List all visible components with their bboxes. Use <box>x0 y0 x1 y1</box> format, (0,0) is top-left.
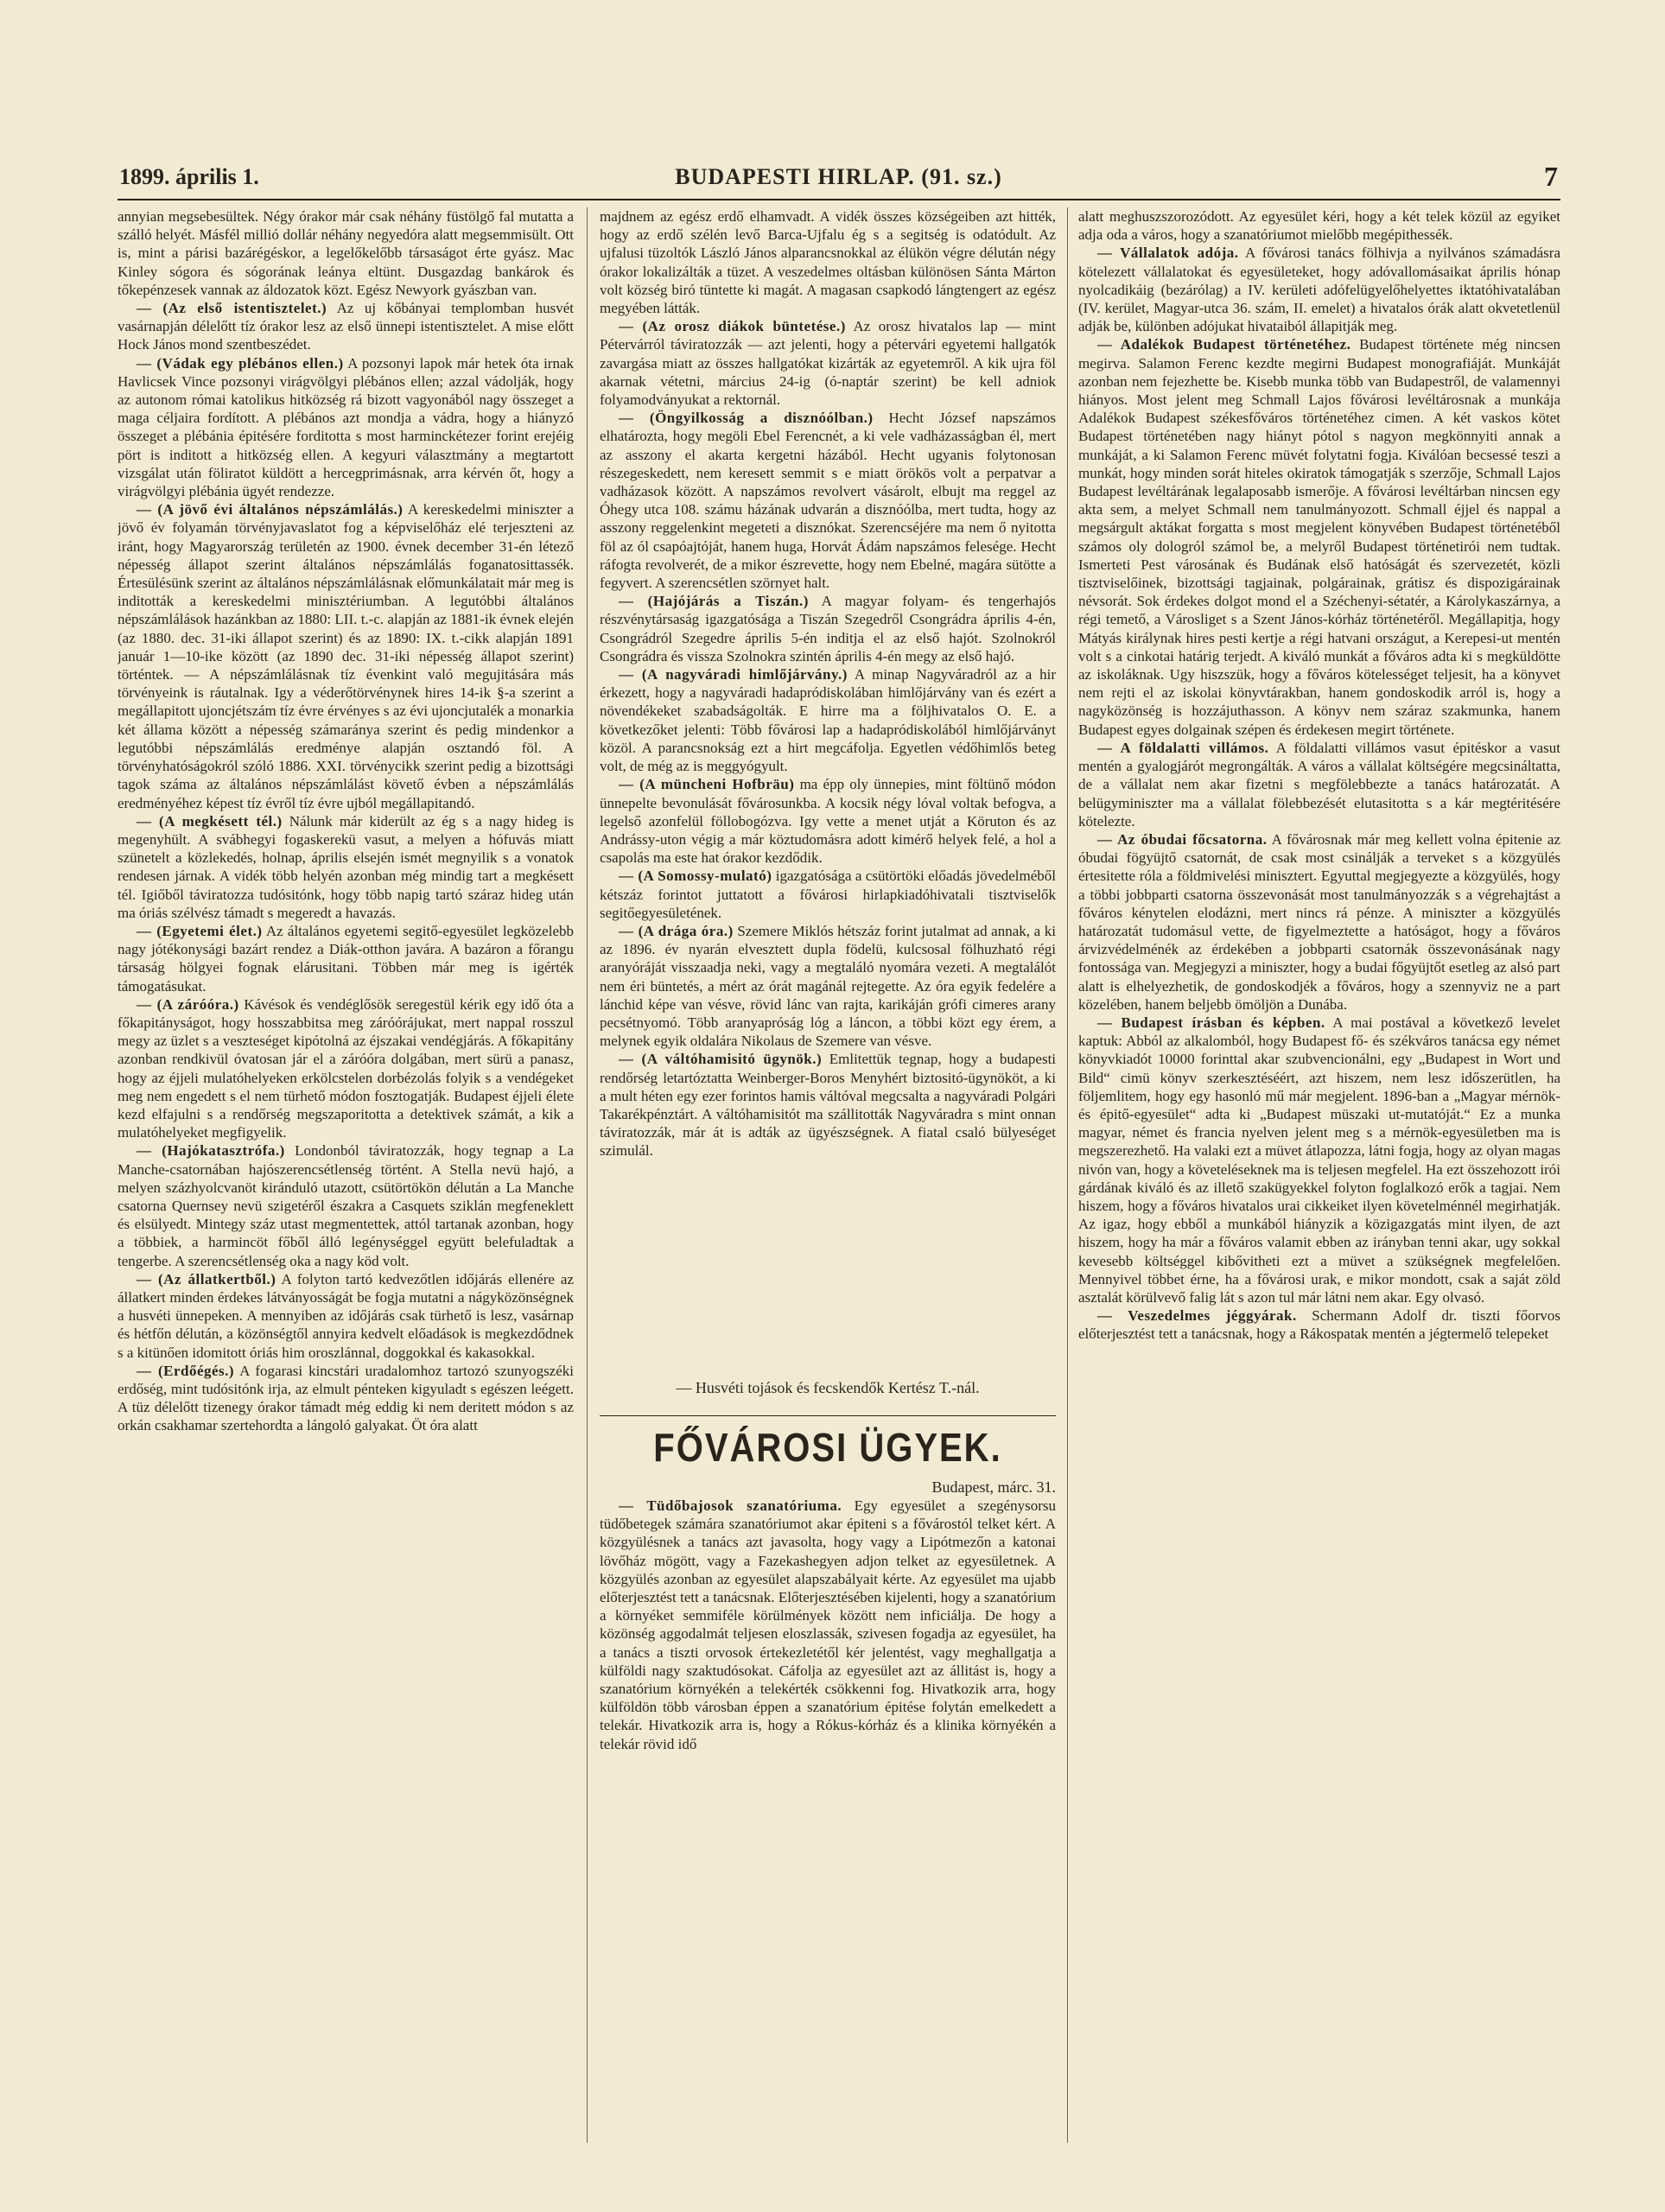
column-3 <box>1078 207 1560 2152</box>
article-text: Szemere Miklós hétszáz forint jutalmat ad annak, a ki az 1896. év nyarán elvesztett dupla födelü, kulcsosal fölhuzható régi aranyóráját visszaadja neki, vagy a megtaláló nyomára vezeti. A megtalálót nem éri büntetés, a mért az órát magánál rejtegette. Az óra egyik fedelére a lánchid képe van vésve, rövid lánc van rajta, karikáján grófi cimeres arany pecsétnyomó. Több aranyapróság lóg a láncon, a többi közt egy érem, a melynek egyik oldalára Nikolaus de Szemere van vésve. <box>600 922 1056 1050</box>
article-paragraph <box>118 299 574 354</box>
article-text: A minap Nagyváradról az a hir érkezett, hogy a nagyváradi hadapródiskolában himlőjárvány van és ezért a növendékeket szabadságolták. E hirre ma a följhivatalos O. E. a következőket jelenti: Több fővárosi lap a hadapródiskolából himlőjárványt közöl. A parancsnokság ezt a hirt megcáfolja. Egyetlen védőhimlős beteg volt, de még az is meggyógyult. <box>600 666 1056 775</box>
header-date: 1899. április 1. <box>119 164 259 189</box>
article-text: alatt meghuszszorozódott. Az egyesület kéri, hogy a két telek közül az egyiket adja oda a város, hogy a szanatóriumot mielőbb megépithessék. <box>1078 208 1560 244</box>
article-paragraph <box>118 812 574 922</box>
article-text: Az uj kőbányai templomban husvét vasárnapján délelőtt tíz órakor lesz az első ünnepi istentisztelet. A mise előtt Hock János mond szentbeszédet. <box>118 300 574 353</box>
article-heading: — Adalékok Budapest történetéhez. <box>1097 336 1351 353</box>
article-text: Hecht József napszámos elhatározta, hogy megöli Ebel Ferencnét, a ki vele vadházasságban él, mert az asszony el akarta kergetni házából. Hecht ugyanis folytonosan részegeskedett, nem keresett semmit s e miatt örökös volt a perpatvar a vadházasok között. A napszámos revolvert vásárolt, elbujt ma reggel az Óhegy utca 108. számu házának udvarán a disznóólba, mert tudta, hogy az asszony reggelenkint megeteti a disznókat. Szerencséjére ma nem ő nyitotta föl az ól csapóajtóját, hanem huga, Horvát Ádám napszámos felesége. Hecht ráfogta revolverét, de a mikor észrevette, hogy nem Ebelné, magára sütötte a fegyvert. A szerencsétlen szörnyet halt. <box>600 410 1056 592</box>
article-text: Az általános egyetemi segitő-egyesület legközelebb nagy jótékonysági bazárt rendez a Diák-otthon javára. A bazáron a főrangu társaság hölgyei fognak elárusitani. Többen már meg is igérték támogatásukat. <box>118 922 574 995</box>
article-paragraph <box>118 500 574 811</box>
article-text: A fővárosi tanács fölhivja a nyilvános számadásra kötelezett vállalatokat és egyesületeket, hogy adóvallomásaikat április hónap nyolcadikáig (bezárólag) a IV. kerületi adófelügyelőhelyettes iktatóhivatalában (IV. kerület, Magyar-utca 36. szám, II. emelet) a hivatalos órák alatt okvetetlenül adják be, különben adójukat hivataiból állapitják meg. <box>1078 245 1560 335</box>
article-text: Londonból táviratozzák, hogy tegnap a La Manche-csatornában hajószerencsétlenség történt. A Stella nevü hajó, a melyen százhyolcvanöt kiránduló utazott, csütörtökön délután a La Manche csatorna Quernsey nevü szigetéről északra a Casquets sziklán megfeneklett és elsülyedt. Mintegy száz utast megmentettek, attól tartanak azonban, hogy a többiek, a harmincöt főből álló legénységgel együtt belefuladtak a tengerbe. A szerencsétlenség oka a nagy köd volt. <box>118 1142 574 1269</box>
article-heading: — (Erdőégés.) <box>137 1362 235 1379</box>
header-rule <box>118 199 1560 200</box>
article-paragraph <box>600 665 1056 775</box>
article-heading: — (A váltóhamisitó ügynök.) <box>619 1051 823 1068</box>
section-title: FŐVÁROSI ÜGYEK. <box>653 1426 1002 1471</box>
article-text: A magyar folyam- és tengerhajós részvénytársaság igazgatósága a Tiszán Szegedről Csongrádra április 4-én, Csongrádról Szegedre április 5-én inditja el az első hajót. Szolnokról Csongrádra és vissza Szolnokra szintén április 4-én megy az első hajó. <box>600 593 1056 664</box>
article-text: A kereskedelmi miniszter a jövő év folyamán törvényjavaslatot fog a képviselőház elé terjeszteni az iránt, hogy Magyarország területén az 1900. évnek december 31-én létező népesség állapot szerint általános népszámlálás foganatosittassék. Értesülésünk szerint az általános népszámlálásnak előmunkálatait már meg is inditották a kereskedelmi minisztériumban. A legutóbbi általános népszámlálások hazánkban az 1880: LII. t.-c. alapján az 1881-ik évnek elején (az 1880. dec. 31-iki állapot szerint) és az 1890: IX. t.-cikk alapján 1891 január 1—10-ike között (az 1890 dec. 31-iki népesség állapot szerint) történtek. — A népszámlálásnak tíz évenkint való megujitására más törvényeink is ráutalnak. Igy a véderőtörvénynek hires 14-ik §-a szerint a megállapitott ujoncjétszám tíz évre érvényes s az évi ujoncjutalék a monarkia két állama között a népesség számaránya szerint és pedig mindenkor a legutóbbi népszámlálás eredménye alapján osztandó föl. A törvényhatóságokról szóló 1886. XXI. törvénycikk szerint pedig a bizottsági tagok száma az általános népszámlálást követő évben a népszámlálás eredményéhez képest tíz évről tíz évre ujból megállapitandó. <box>118 501 574 811</box>
advertisement-line: — Husvéti tojások és fecskendők Kertész T.-nál. <box>676 1379 980 1396</box>
article-heading: — (Az állatkertből.) <box>137 1270 276 1287</box>
article-paragraph <box>118 922 574 995</box>
article-paragraph <box>600 317 1056 409</box>
article-paragraph <box>118 354 574 501</box>
page-header <box>119 161 1558 194</box>
article-text: Schermann Adolf dr. tiszti főorvos előterjesztést tett a tanácsnak, hogy a Rákospatak mentén a jégtermelő telepeket <box>1078 1307 1560 1343</box>
article-text: Kávésok és vendéglősök seregestül kérik egy idő óta a főkapitányságot, hogy hosszabbitsa meg záróórájukat, mert nappal rosszul megy az üzlet s a veszteséget kipótolná az éjszakai vendégjárás. A főkapitány azonban rendkivül óvatosan jár el a záróóra dolgában, mert sürü a panasz, hogy az éjjeli mulatóhelyeken erkölcstelen dorbézolás folyik s a vendégeket meg nem engedett s el nem türhető módon fosztogatják. Budapest éjjeli élete kezd elfajulni s a rendőrség megszaporitotta a detektivek számát, a kik a mulatóhelyeket megfigyelik. <box>118 995 574 1141</box>
article-heading: — A földalatti villámos. <box>1097 739 1269 756</box>
article-text: A folyton tartó kedvezőtlen időjárás ellenére az állatkert minden érdekes látványosságát be fogja mutatni a nágyközönségnek a husvéti ünnepeken. A mennyiben az időjárás csak türhető is lesz, vasárnap és hétfőn délután, a közönségtől annyira kedvelt előadások is megkezdődnek s a kitünően idomitott óriás him oroszlánnal, doggokkal és kakasokkal. <box>118 1270 574 1361</box>
article-text: Budapest története még nincsen megirva. Salamon Ferenc kezdte megirni Budapest monografiáját. Munkáját azonban nem fejezhette be. Kisebb munka több van Budapestről, de valamennyi hiányos. Most jelent meg Schmall Lajos fővárosi levéltárosnak a munkája Adalékok Budapest székesfőváros történetéhez cimen. A két vaskos kötet Budapest történetében nagy hiányt pótol s nagyon megkönnyiti annak a munkáját, a ki Salamon Ferenc müvét folytatni fogja. Kiválóan becsessé teszi a munkát, hogy minden sorát hiteles okiratok támogatják s szerzője, Schmall Lajos Budapest levéltárának legalaposabb ismerője. A fővárosi levéltárban nincsen egy akta sem, a melyet Schmall nem tanulmányozott. Schmall éjjel és nappal a megsárgult aktákat forgatta s most megjelent könyvében Budapest történetéből számos oly dologról számol be, a melyről Budapest történetirói nem tudtak. Ismerteti Pest városának és Budának első hatóságát és szervezetét, közli tisztviselőinek, bizottsági tagjainak, polgárainak, grátisz és dispozigárainak névsorát. Sok érdekes dolgot mond el a Széchenyi-sétatér, a Károlykaszárnya, a régi temető, a Városliget s a Szent János-kórház történetéről. Megállapitja, hogy Mátyás királynak hires pesti kertje a régi hatvani országut, a Kerepesi-ut mentén volt s a cinkotai határig terjedt. A kiváló munkát a főváros adta ki s megküldötte az iskoláknak. Ugy hiszszük, hogy a főváros kötelességet teljesit, ha a könyvet nem rejti el az iskolai könyvtárakban, hanem gondoskodik arról is, hogy a nagyközönség is hozzájuthasson. A könyv nem száraz szakmunka, hanem Budapest egyes dolgainak szépen és érdekesen megirt története. <box>1078 336 1560 738</box>
article-heading: — (Vádak egy plébános ellen.) <box>137 354 344 372</box>
column-divider <box>587 207 588 2143</box>
article-heading: — (Az első istentisztelet.) <box>137 300 327 317</box>
article-heading: — Tüdőbajosok szanatóriuma. <box>619 1497 842 1514</box>
article-heading: — (A Somossy-mulató) <box>619 868 772 885</box>
article-paragraph <box>600 922 1056 1050</box>
article-text: A pozsonyi lapok már hetek óta irnak Havlicsek Vince pozsonyi virágvölgyi plébános ellen; azzal vádolják, hogy az autonom római katolikus hitközség rá bizott vagyonából nagy összeget a maga céljaira fordított. A plébános azt mondja a vádra, hogy a hiányzó összeget a plébánia épitésére forditotta s most harminckétezer forint erejéig pört is inditott a hitközség ellen. A kegyuri választmány a megtartott vizsgálat után föliratot küldött a hercegprimásnak, arra kérvén őt, hogy a virágvölgyi plébánia ügyét rendezze. <box>118 354 574 500</box>
article-paragraph <box>118 995 574 1142</box>
article-paragraph <box>118 1362 574 1435</box>
article-paragraph <box>600 207 1056 317</box>
article-heading: — (A nagyváradi himlőjárvány.) <box>619 666 848 683</box>
section-dateline: Budapest, márc. 31. <box>931 1478 1056 1496</box>
article-text: Emlitettük tegnap, hogy a budapesti rendőrség letartóztatta Weinberger-Boros Menyhért biztositó-ügynököt, a ki a mult héten egy ezer forintos hamis váltóval megcsalta a nagyváradi Polgári Takarékpénztárt. A váltóhamisitót ma szállitották Nagyváradra s mint onnan táviratozzák, már át is adták az ügyészségnek. A fiatal csaló bülyeséget szimulál. <box>600 1051 1056 1160</box>
article-paragraph <box>600 592 1056 665</box>
article-text: A földalatti villámos vasut épitéskor a vasut mentén a gyalogjárót megrongálták. A város a vállalat költségére megcsináltatta, de a vállalat nem akar fizetni s megfölebbezte a tanács határozatát. A belügyminiszter ma a vállalat fölebbezését elutasitotta s a kár megtéritésére kötelezte. <box>1078 739 1560 830</box>
article-heading: — (Az orosz diákok büntetése.) <box>619 318 846 335</box>
article-paragraph <box>118 1270 574 1362</box>
article-heading: — (A müncheni Hofbräu) <box>619 776 795 793</box>
article-paragraph <box>1078 244 1560 335</box>
article-heading: — Veszedelmes jéggyárak. <box>1097 1307 1297 1325</box>
article-heading: — Az óbudai főcsatorna. <box>1097 830 1268 848</box>
column-divider <box>1067 207 1068 2143</box>
page-number: 7 <box>1544 161 1558 192</box>
column-2 <box>600 207 1056 1413</box>
article-paragraph <box>600 1050 1056 1160</box>
article-text: Az orosz hivatalos lap — mint Pétervárról táviratozzák — azt jelenti, hogy a pétervári egyetemi hallgatók zavargása miatt az összes hallgatókat kizárták az egyetemről. A kik ujra föl akarnak vétetni, március 24-ig (ó-naptár szerint) be kell adniok folyamodványukat a rektornál. <box>600 318 1056 409</box>
article-paragraph <box>1078 207 1560 244</box>
article-text: A fogarasi kincstári uradalomhoz tartozó szunyogszéki erdőség, mint tudósitónk irja, az elmult pénteken kigyuladt s egészen leégett. A tüz délelőtt tizenegy órakor támadt még eddig ki nem deritett módon s az orkán csakhamar szertehordta a lángoló galyakat. Öt óra alatt <box>118 1362 574 1434</box>
article-paragraph <box>1078 1014 1560 1306</box>
article-heading: — (A megkésett tél.) <box>137 812 283 830</box>
article-paragraph <box>118 1141 574 1269</box>
article-text: ma épp oly ünnepies, mint föltünő módon ünnepelte bevonulását fővárosunkba. A kocsik négy lóval voltak befogva, a legelső azonfelül föllobogózva. Igy vette a menet utját a Köruton és az Andrássy-uton végig a már köztudomásra adott kimérő helyek felé, a hol a csapolás ma este hat órakor kezdődik. <box>600 776 1056 867</box>
section-body <box>600 1497 1056 2153</box>
article-heading: — Budapest írásban és képben. <box>1097 1014 1325 1031</box>
article-text: igazgatósága a csütörtöki előadás jövedelméből kétszáz forintot juttatott a fővárosi hirlapkiadóhivatali tisztviselők segitőegyesületének. <box>600 868 1056 921</box>
article-text: Egy egyesület a szegénysorsu tüdőbetegek számára szanatóriumot akar épiteni s a fővárostól telket kért. A közgyülésnek a tanács azt javasolta, hogy vagy a Lipótmezőn a katonai lövőház mögött, vagy a Fazekashegyen adjon telket az egyesületnek. A közgyülés azonban az egyesület alapszabályait kérte. Az egyesület ma ujabb előterjesztést tett a tanácsnak. Előterjesztésében kijelenti, hogy a szanatórium a környéket semmiféle körülmények között nem inficiálja. De hogy a közönség aggodalmát teljesen eloszlassák, szivesen fogadja az egyesület, ha a tanács a tiszti orvosok értekezletétől kér jelentést, vagy meghallgatja a külföldi nagy szaktudósokat. Cáfolja az egyesület azt az állitást is, hogy a szanatórium környékén a telekérték csökkenni fog. Hivatkozik arra, hogy külföldön több városban éppen a szanatórium épitése folytán emelkedett a telekár. Hivatkozik arra is, hogy a Rókus-kórház és a klinika környékén a telekár rövid idő <box>600 1497 1056 1752</box>
article-heading: — (Hajójárás a Tiszán.) <box>619 593 809 610</box>
article-paragraph <box>1078 739 1560 830</box>
article-heading: — (A záróóra.) <box>137 995 239 1013</box>
article-heading: — (A jövő évi általános népszámlálás.) <box>137 501 404 518</box>
article-paragraph <box>118 207 574 299</box>
article-paragraph <box>1078 830 1560 1014</box>
article-paragraph <box>600 409 1056 592</box>
column-1 <box>118 207 574 2152</box>
article-heading: — (A drága óra.) <box>619 922 734 939</box>
article-heading: — (Egyetemi élet.) <box>137 922 263 939</box>
article-heading: — (Hajókatasztrófa.) <box>137 1142 285 1160</box>
article-text: annyian megsebesültek. Négy órakor már csak néhány füstölgő fal mutatta a szálló helyét. Másfél millió dollár néhány negyedóra alatt megsemmisült. Ott is, mint a párisi bazárégéskor, a legelőkelőbb társaságot érte gyász. Mac Kinley sógora és sógorának leánya eltünt. Dusgazdag bankárok és tőkepénzesek vannak az áldozatok közt. Egész Newyork gyászban van. <box>118 208 574 298</box>
article-text: A fővárosnak már meg kellett volna épitenie az óbudai fögyüjtő csatornát, de csak most csinálják a terveket s a közgyülés értesitette róla a földmivelési minisztert. Egyuttal megjegyezte a közgyülés, hogy a többi jobbparti csatorna összevonását most tanulmányozzák s a végrehajtást a főváros kénytelen elodázni, mert nincs rá pénze. A miniszter a közgyülés határozatát tudomásul vette, de figyelmeztette a hatóságot, hogy a főváros árvizvédelménék az érdekében a jobbparti csatornák összevonásának nagy fontossága van. Megjegyzi a miniszter, hogy a budai főgyüjtőt esetleg az alsó part alatt is elhelyezhetik, de gondoskodjék a főváros, hogy a szennyviz ne a part közelében, hanem beljebb ömöljön a Dunába. <box>1078 830 1560 1013</box>
section-rule <box>600 1415 1056 1416</box>
article-paragraph <box>600 775 1056 867</box>
article-text: majdnem az egész erdő elhamvadt. A vidék összes községeiben azt hitték, hogy az erdő szélén levő Barca-Ujfalu ég s a segitség is odatódult. Az ujfalusi tüzoltók László János alparancsnokkal az élükön végre délután négy órakor lokalizálták a tüzet. A veszedelmes oltásban különösen Sánta Márton volt község biró tüntette ki magát. A magasan csapkodó lángtengert az egész megyében látták. <box>600 208 1056 317</box>
section-header <box>600 1424 1056 1497</box>
article-paragraph <box>600 867 1056 922</box>
article-paragraph <box>1078 1306 1560 1343</box>
issue-number: (91. sz.) <box>921 164 1002 189</box>
article-text: Nálunk már kiderült az ég s a nagy hideg is megenyhült. A svábhegyi fogaskerekü vasut, a melyen a hófuvás miatt szünetelt a közlekedés, holnap, április elsején ismét megnyilik s a vonatok rendesen járnak. A vidék több helyén azonban még mindig tart a megkésett tél. Igiőből táviratozza tudósitónk, hogy több napig tartó száraz hideg után ma óriás szélvész támadt s megeredt a havazás. <box>118 812 574 921</box>
article-text: A mai postával a következő levelet kaptuk: Abból az alkalomból, hogy Budapest fő- és székváros tanácsa egy német könyvkiadót 10000 forinttal akar szubvencionálni, egy „Budapest in Wort und Bild“ cimü könyv szerkesztéséért, azt hiszem, nem lesz időszerütlen, ha följemlitem, hogy egy hasonló mű már megjelent. 1896-ban a „Magyar mérnök- és épitő-egyesület“ adta ki „Budapest müszaki ut-mutatóját.“ Ez a munka magyar, német és francia nyelven jelent meg s a mérnök-egyesületben ma is megszerezhető. Ha valaki ezt a müvet átlapozza, látni fogja, hogy az olyan magas nivón van, hogy a követeléseknek ma is teljesen megfelel. Ha ezt összehozott irói gárdának kiváló és az illető szakügyekkel folyton foglalkozó erők a tagjai. Nem hiszem, hogy a főváros hivatalos urai cikkeiket ilyen követelménnél megirhatják. Az igaz, hogy ebből a munkából hiányzik a közigazgatás mint ilyen, de azt hiszem, hogy ha már a főváros valamit ebben az irányban tenni akar, ugy sokkal kevesebb költséggel kibővitheti ezt a müvet a szükségnek megfelelően. Mennyivel többet érne, ha a fővárosi urak, e mikor mondott, csak a saját zöld asztalát körülvevő falig lát s azon tul már látni nem akar. Egy olvasó. <box>1078 1014 1560 1306</box>
article-heading: — (Öngyilkosság a disznóólban.) <box>619 410 874 427</box>
header-title <box>119 164 1558 190</box>
article-paragraph <box>600 1497 1056 1753</box>
article-heading: — Vállalatok adója. <box>1097 245 1239 262</box>
article-paragraph <box>1078 335 1560 738</box>
newspaper-title: BUDAPESTI HIRLAP. <box>675 164 915 189</box>
